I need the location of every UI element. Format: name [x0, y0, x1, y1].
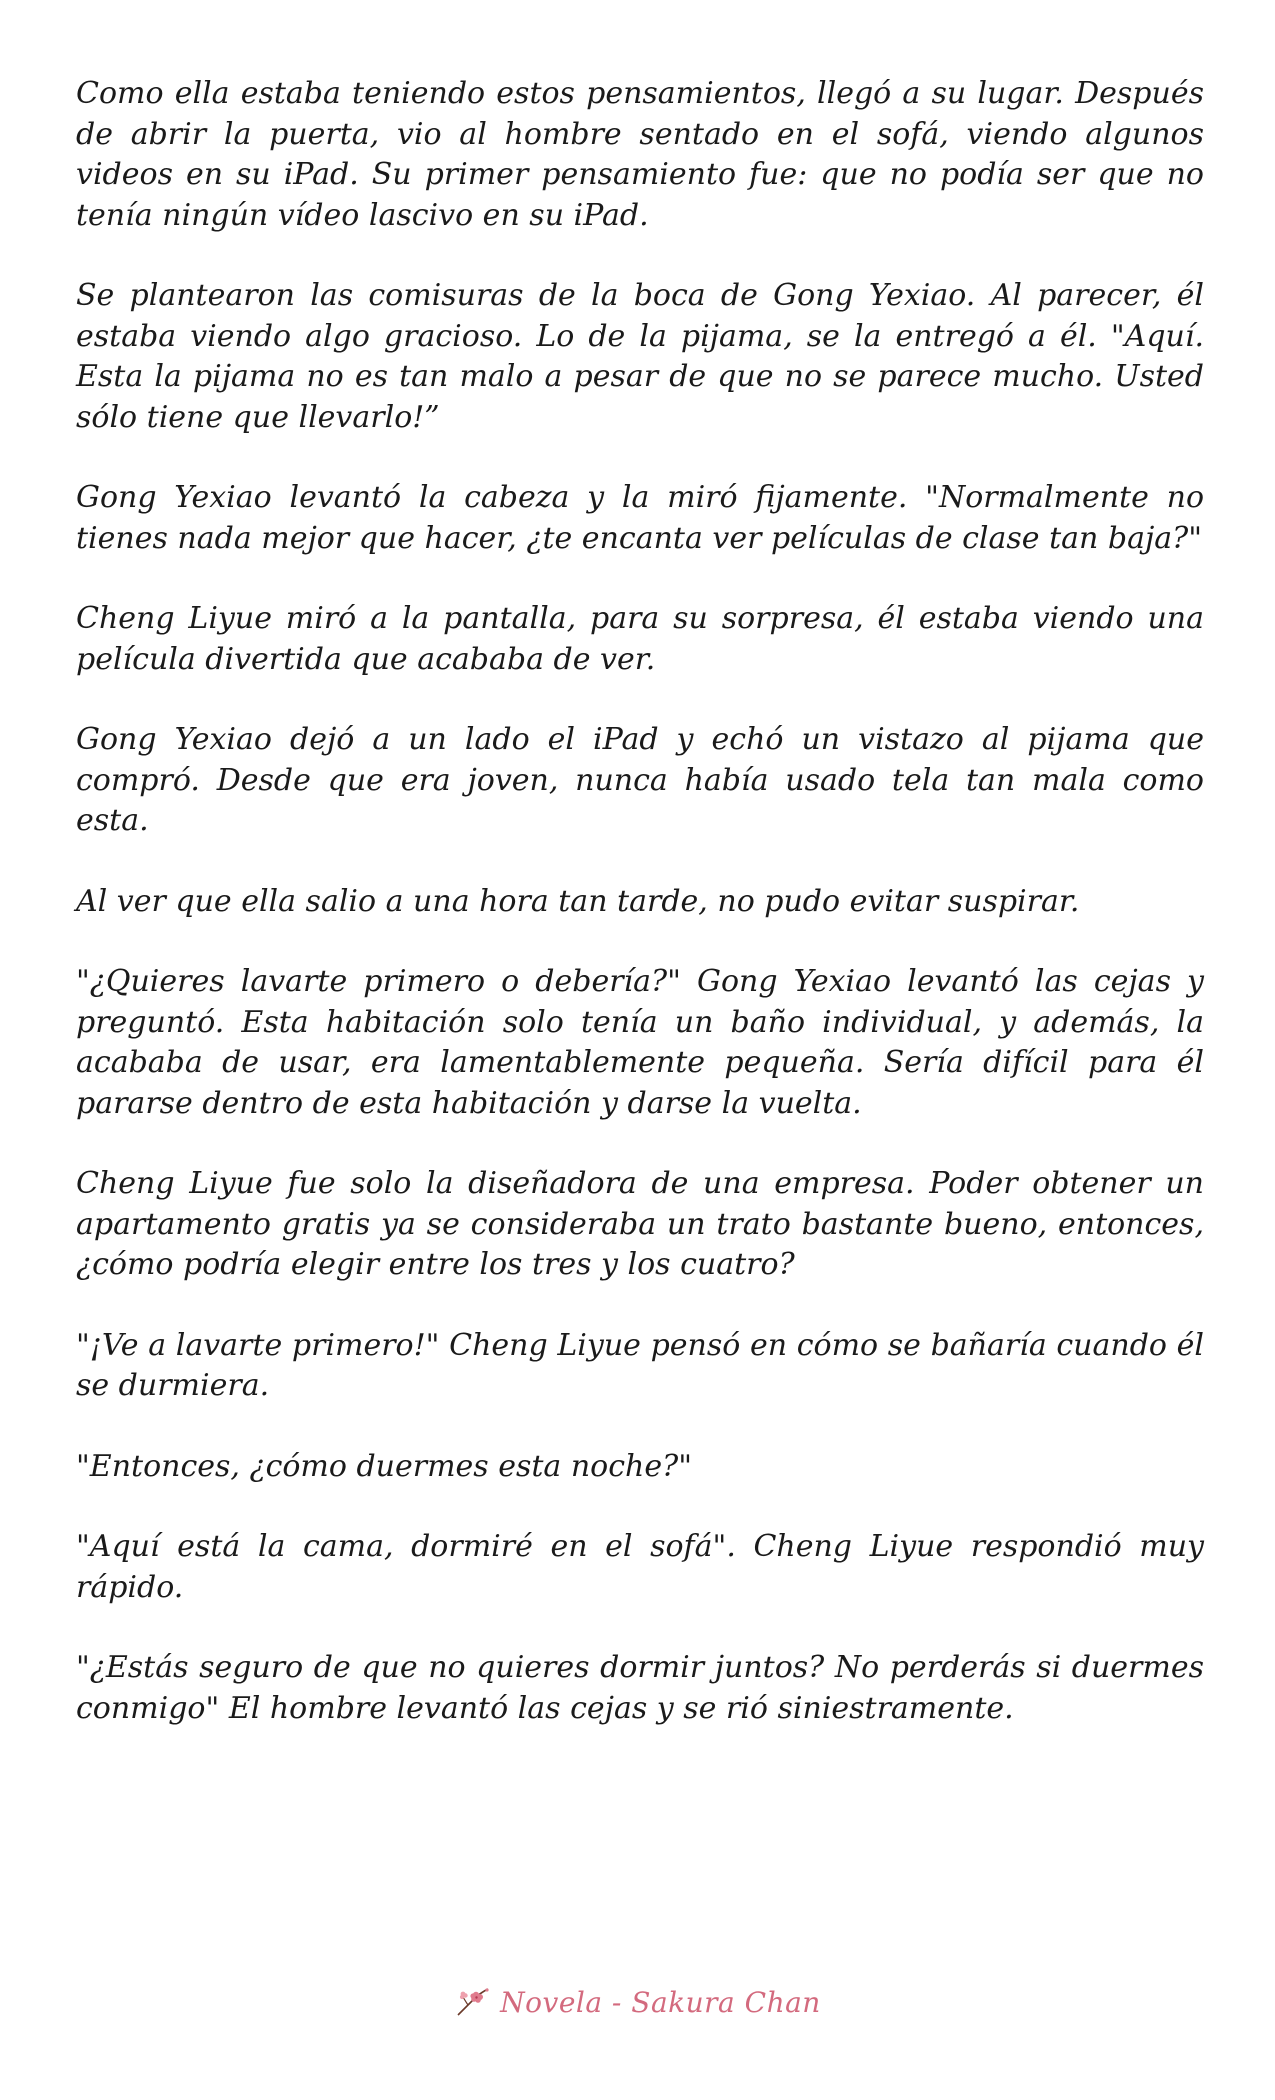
paragraph-1: Como ella estaba teniendo estos pensamientos, llegó a su lugar. Después de abrir la puerta, vio al hombre sentado en el sofá, viendo algunos videos en su iPad. Su primer pensamiento fue: que no podía ser que no tenía ningún vídeo lascivo en su iPad.: [76, 76, 1204, 233]
sakura-blossom-icon: [454, 1985, 492, 2019]
footer-brand: [454, 1985, 821, 2019]
paragraph-5: Gong Yexiao dejó a un lado el iPad y echó un vistazo al pijama que compró. Desde que era joven, nunca había usado tela tan mala como esta.: [76, 722, 1204, 838]
paragraph-2: Se plantearon las comisuras de la boca de Gong Yexiao. Al parecer, él estaba viendo algo gracioso. Lo de la pijama, se la entregó a él. "Aquí. Esta la pijama no es tan malo a pesar de que no se parece mucho. Usted sólo tiene que llevarlo!”: [76, 278, 1204, 435]
document-body: [76, 74, 1204, 1769]
paragraph-11: "Aquí está la cama, dormiré en el sofá". Cheng Liyue respondió muy rápido.: [76, 1529, 1204, 1605]
paragraph-6: Al ver que ella salio a una hora tan tarde, no pudo evitar suspirar.: [76, 883, 1080, 919]
paragraph-12: "¿Estás seguro de que no quieres dormir juntos? No perderás si duermes conmigo" El hombre levantó las cejas y se rió siniestramente.: [76, 1650, 1204, 1726]
footer-credit: Novela - Sakura Chan: [500, 1985, 821, 2019]
paragraph-4: Cheng Liyue miró a la pantalla, para su sorpresa, él estaba viendo una película divertida que acababa de ver.: [76, 601, 1204, 677]
paragraph-8: Cheng Liyue fue solo la diseñadora de una empresa. Poder obtener un apartamento gratis ya se consideraba un trato bastante bueno, entonces, ¿cómo podría elegir entre los tres y los cuatro?: [76, 1166, 1204, 1282]
footer: [0, 1985, 1275, 2024]
paragraph-9: "¡Ve a lavarte primero!" Cheng Liyue pensó en cómo se bañaría cuando él se durmiera.: [76, 1327, 1204, 1403]
paragraph-3: Gong Yexiao levantó la cabeza y la miró fijamente. "Normalmente no tienes nada mejor que hacer, ¿te encanta ver películas de clase tan baja?": [76, 480, 1204, 556]
paragraph-10: "Entonces, ¿cómo duermes esta noche?": [76, 1448, 692, 1484]
paragraph-7: "¿Quieres lavarte primero o debería?" Gong Yexiao levantó las cejas y preguntó. Esta habitación solo tenía un baño individual, y además, la acababa de usar, era lamentablemente pequeña. Sería difícil para él pararse dentro de esta habitación y darse la vuelta.: [76, 964, 1204, 1121]
